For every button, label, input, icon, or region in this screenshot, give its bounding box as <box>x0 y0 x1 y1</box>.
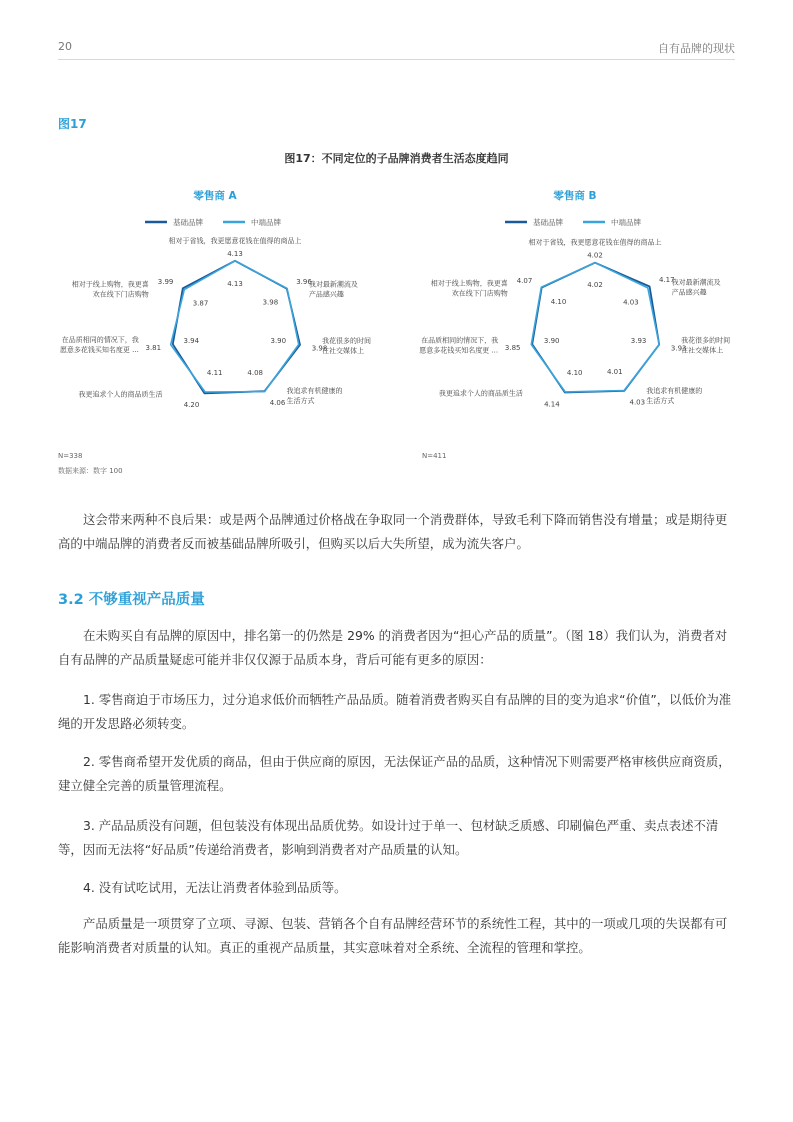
paragraph-reasons: 在未购买自有品牌的原因中，排名第一的仍然是 29% 的消费者因为“担心产品的质量”。（图 18）我们认为，消费者对自有品牌的产品质量疑虑可能并非仅仅源于品质本身，背后可能有更多的原因： <box>58 628 728 667</box>
axis-label: 我花很多的时间在社交媒体上 <box>321 336 371 355</box>
data-label-inner: 3.90 <box>543 336 560 345</box>
legend-label: 中端品牌 <box>251 218 281 227</box>
data-label-outer: 4.06 <box>269 399 286 408</box>
data-label-inner: 3.94 <box>183 337 200 345</box>
data-label-outer: 4.20 <box>183 401 200 410</box>
radar-svg-a <box>40 180 380 430</box>
data-label-outer: 3.96 <box>296 278 312 287</box>
data-label-inner: 4.10 <box>566 369 583 378</box>
axis-label: 在品质相同的情况下，我愿意多花钱买知名度更 ... <box>59 336 139 355</box>
data-label-inner: 4.13 <box>227 280 243 288</box>
data-label-inner: 3.98 <box>262 298 279 307</box>
data-label-inner: 4.11 <box>206 369 223 378</box>
axis-label: 相对于线上购物，我更喜欢在线下门店购物 <box>71 280 149 299</box>
page-number: 20 <box>58 40 72 53</box>
axis-label: 相对于省钱，我更愿意花钱在值得的商品上 <box>168 236 302 245</box>
figure-title: 图17：不同定位的子品牌消费者生活态度趋同 <box>284 152 509 165</box>
legend-label: 基础品牌 <box>533 218 563 227</box>
data-label-inner: 4.08 <box>247 368 263 377</box>
axis-label: 我追求有机健康的生活方式 <box>286 387 343 406</box>
radar-chart-retailer-b <box>400 180 740 430</box>
data-label-outer: 3.93 <box>670 344 687 353</box>
axis-label: 在品质相同的情况下，我愿意多花钱买知名度更 ... <box>419 336 499 355</box>
data-label-outer: 4.14 <box>544 400 560 409</box>
data-label-outer: 3.81 <box>145 343 162 352</box>
axis-label: 相对于线上购物，我更喜欢在线下门店购物 <box>430 279 508 298</box>
section-title: 3.2 不够重视产品质量 <box>58 592 205 608</box>
paragraph-conclusion: 产品质量是一项贯穿了立项、寻源、包装、营销各个自有品牌经营环节的系统性工程，其中的一项或几项的失误都有可能影响消费者对质量的认知。真正的重视产品质量，其实意味着对全系统、全流程的管理和掌控。 <box>58 916 728 955</box>
data-label-inner: 3.90 <box>270 336 287 345</box>
page-header <box>58 36 735 60</box>
data-label-inner: 4.03 <box>623 298 639 307</box>
data-label-outer: 4.02 <box>587 251 603 260</box>
paragraph-consequences: 这会带来两种不良后果：或是两个品牌通过价格战在争取同一个消费群体，导致毛利下降而销售没有增量；或是期待更高的中端品牌的消费者反而被基础品牌所吸引，但购买以后大失所望，成为流失客户。 <box>58 512 728 551</box>
chart-title: 零售商 A <box>193 190 237 202</box>
list-item-3: 3. 产品品质没有问题，但包装没有体现出品质优势。如设计过于单一、包材缺乏质感、印刷偏色严重、卖点表述不清等，因而无法将“好品质”传递给消费者，影响到消费者对产品质量的认知。 <box>58 818 719 857</box>
radar-chart-retailer-a <box>40 180 380 430</box>
chart-title: 零售商 B <box>553 190 597 202</box>
axis-label: 我更追求个人的商品质生活 <box>438 389 523 398</box>
data-label-inner: 4.02 <box>587 281 603 290</box>
axis-label: 相对于省钱，我更愿意花钱在值得的商品上 <box>528 238 662 247</box>
axis-label: 我对最新潮流及产品感兴趣 <box>671 278 721 297</box>
source-note: 数据来源：数字 100 <box>58 467 123 475</box>
running-title: 自有品牌的现状 <box>658 42 735 55</box>
data-label-outer: 4.13 <box>227 249 243 258</box>
list-item-4: 4. 没有试吃试用，无法让消费者体验到品质等。 <box>83 880 347 895</box>
data-label-outer: 4.03 <box>629 398 646 407</box>
legend-label: 中端品牌 <box>611 218 641 227</box>
data-label-outer: 3.99 <box>157 277 174 286</box>
data-label-outer: 4.17 <box>659 276 675 284</box>
axis-label: 我更追求个人的商品质生活 <box>78 390 163 399</box>
sample-size-b: N=411 <box>422 452 447 460</box>
axis-label: 我对最新潮流及产品感兴趣 <box>308 280 358 299</box>
radar-svg-b <box>400 180 740 430</box>
sample-size-a: N=338 <box>58 452 83 460</box>
data-label-inner: 3.87 <box>192 299 209 308</box>
data-label-outer: 3.98 <box>311 344 328 353</box>
list-item-1: 1. 零售商迫于市场压力，过分追求低价而牺牲产品品质。随着消费者购买自有品牌的目的变为追求“价值”，以低价为准绳的开发思路必须转变。 <box>58 692 732 731</box>
axis-label: 我花很多的时间在社交媒体上 <box>681 336 731 355</box>
data-label-inner: 4.01 <box>607 368 623 377</box>
figure-tag: 图17 <box>58 117 87 131</box>
data-label-inner: 3.93 <box>630 337 647 345</box>
data-label-inner: 4.10 <box>550 297 567 306</box>
list-item-2: 2. 零售商希望开发优质的商品，但由于供应商的原因，无法保证产品的品质，这种情况下则需要严格审核供应商资质，建立健全完善的质量管理流程。 <box>58 754 731 793</box>
data-label-outer: 4.07 <box>516 277 533 285</box>
data-label-outer: 3.85 <box>504 344 521 352</box>
axis-label: 我追求有机健康的生活方式 <box>646 386 703 405</box>
legend-label: 基础品牌 <box>173 218 203 227</box>
